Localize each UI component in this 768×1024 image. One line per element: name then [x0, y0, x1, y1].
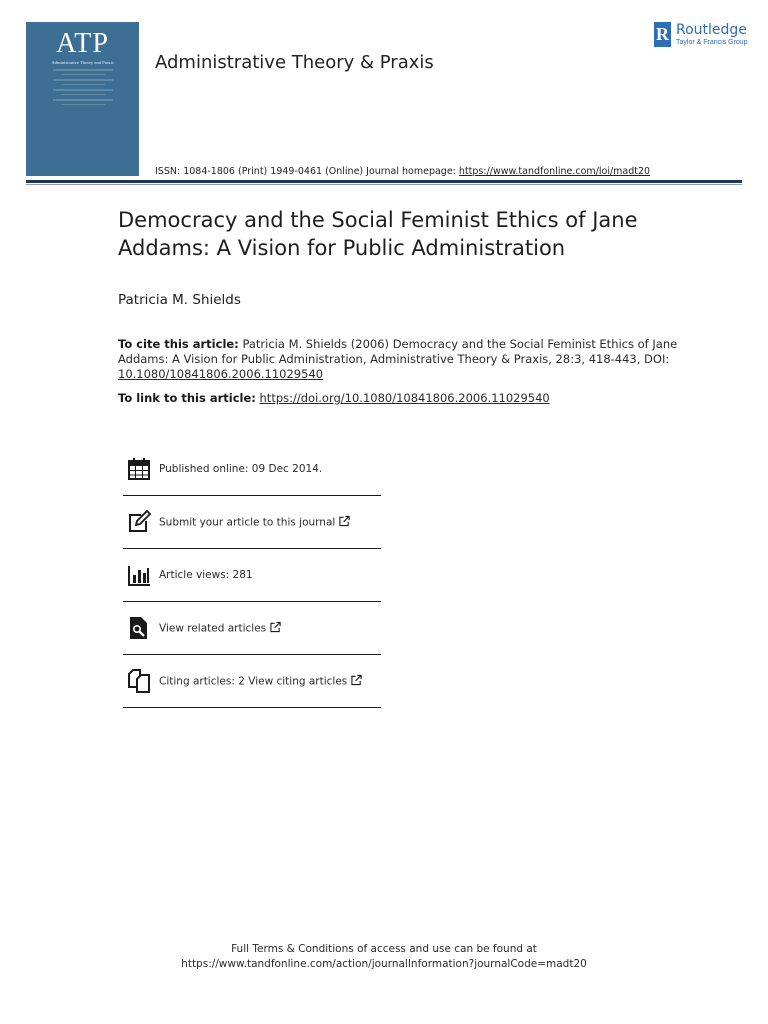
search-document-icon: [127, 616, 151, 640]
journal-homepage-link[interactable]: https://www.tandfonline.com/loi/madt20: [458, 166, 651, 177]
doi-link[interactable]: 10.1080/10841806.2006.11029540: [118, 367, 324, 381]
footer-terms-text: Full Terms & Conditions of access and use can be found at: [231, 943, 537, 955]
related-articles-link[interactable]: [159, 622, 281, 635]
article-link-line: [118, 391, 550, 405]
submit-article-link[interactable]: [159, 516, 350, 529]
article-views-text: Article views: 281: [159, 569, 253, 581]
header-divider: [26, 180, 742, 183]
edit-icon: [127, 510, 151, 534]
journal-cover: [26, 22, 139, 176]
related-articles-item[interactable]: [123, 602, 381, 655]
article-info-list: [123, 443, 381, 708]
citation-block: [118, 337, 678, 382]
citing-icon: [127, 669, 151, 693]
cover-decoration: [53, 69, 113, 71]
external-link-icon: [351, 675, 362, 686]
issn-line: [155, 166, 650, 177]
journal-name: Administrative Theory & Praxis: [155, 52, 434, 73]
article-doi-url[interactable]: https://doi.org/10.1080/10841806.2006.11029540: [259, 391, 550, 405]
article-views-item: [123, 549, 381, 602]
cover-subtitle: Administrative Theory and Praxis: [51, 60, 114, 65]
published-online-item: [123, 443, 381, 496]
cover-decoration: [61, 74, 105, 75]
routledge-logo-icon: R: [654, 22, 671, 47]
footer: [0, 942, 768, 972]
cover-decoration: [61, 94, 105, 95]
cover-decoration: [61, 84, 105, 85]
cite-label: To cite this article:: [118, 337, 239, 351]
citing-articles-item[interactable]: [123, 655, 381, 708]
article-author: Patricia M. Shields: [118, 292, 241, 308]
external-link-icon: [270, 622, 281, 633]
cover-decoration: [53, 89, 113, 91]
footer-terms-link[interactable]: https://www.tandfonline.com/action/journalInformation?journalCode=madt20: [181, 958, 587, 970]
cover-decoration: [53, 79, 113, 81]
calendar-icon: [127, 457, 151, 481]
link-label: To link to this article:: [118, 391, 256, 405]
citing-articles-label: Citing articles: 2 View citing articles: [159, 675, 348, 688]
cover-decoration: [61, 104, 105, 105]
submit-article-label: Submit your article to this journal: [159, 516, 336, 529]
bar-chart-icon: [127, 563, 151, 587]
cite-text: Patricia M. Shields (2006) Democracy and the Social Feminist Ethics of Jane Addams: A Vision for Public Administration, Administrative Theory & Praxis, 28:3, 418-443, DOI:: [118, 337, 678, 366]
related-articles-label: View related articles: [159, 622, 267, 635]
external-link-icon: [339, 516, 350, 527]
submit-article-item[interactable]: [123, 496, 381, 549]
header-divider-thin: [26, 184, 742, 185]
publisher-name: Routledge: [676, 22, 747, 38]
published-online-text: Published online: 09 Dec 2014.: [159, 463, 323, 475]
cover-title: ATP: [56, 28, 109, 59]
article-title: Democracy and the Social Feminist Ethics of Jane Addams: A Vision for Public Administration: [118, 208, 638, 260]
cover-decoration: [53, 99, 113, 101]
publisher-tagline: Taylor & Francis Group: [676, 39, 748, 46]
issn-text: ISSN: 1084-1806 (Print) 1949-0461 (Online) Journal homepage:: [155, 166, 459, 177]
citing-articles-link[interactable]: [159, 675, 362, 688]
